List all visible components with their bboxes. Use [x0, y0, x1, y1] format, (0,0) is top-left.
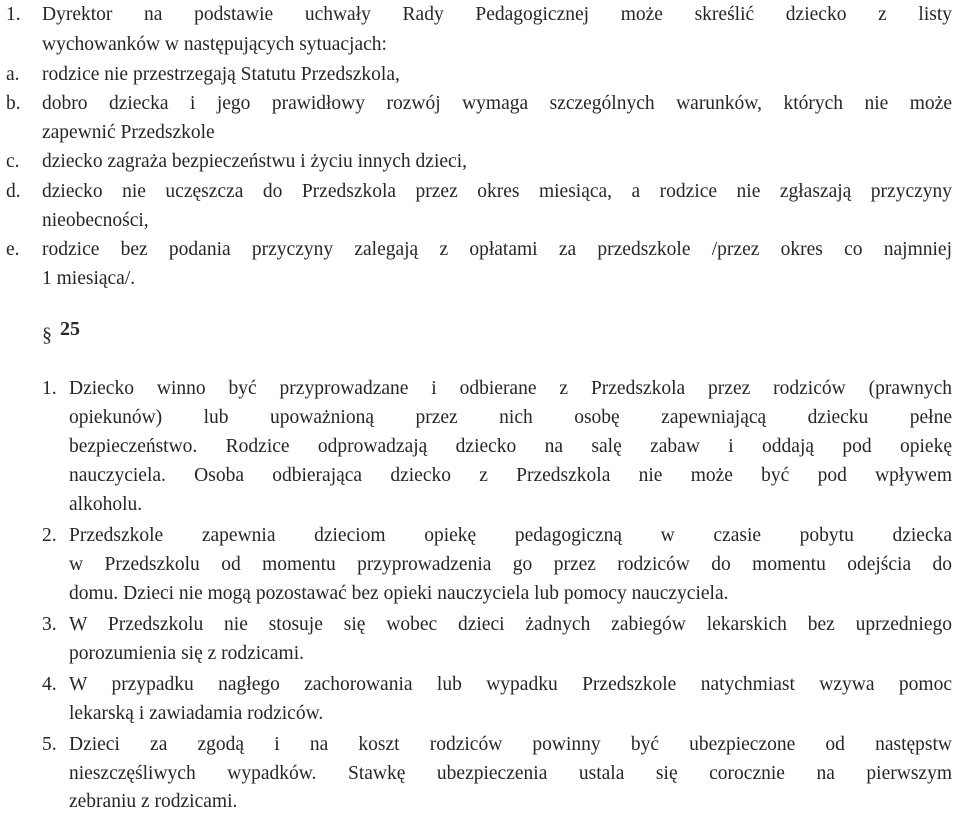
- paragraph-text-line: opiekunów) lub upoważnioną przez nich osobę zapewniającą dziecku pełne: [69, 407, 952, 428]
- paragraph-text-line: lekarską i zawiadamia rodziców.: [69, 703, 324, 724]
- subitem-label: b.: [6, 93, 21, 114]
- paragraph-text-line: domu. Dzieci nie mogą pozostawać bez opieki nauczyciela lub pomocy nauczyciela.: [69, 583, 729, 604]
- subitem-label: c.: [6, 151, 20, 172]
- paragraph-text-line: porozumienia się z rodzicami.: [69, 643, 304, 664]
- paragraph-text-line: zebraniu z rodzicami.: [69, 791, 238, 812]
- subitem-label: a.: [6, 64, 20, 85]
- subitem-text: rodzice nie przestrzegają Statutu Przedszkola,: [42, 64, 400, 85]
- subitem-text-line: dziecko nie uczęszcza do Przedszkola przez okres miesiąca, a rodzice nie zgłaszają przyczyny: [42, 181, 952, 202]
- item-text-line: wychowanków w następujących sytuacjach:: [42, 34, 387, 55]
- subitem-text-line: zapewnić Przedszkole: [42, 122, 215, 143]
- subitem-label: d.: [6, 181, 21, 202]
- paragraph-number: 1.: [42, 378, 57, 399]
- paragraph-text-line: Przedszkole zapewnia dzieciom opiekę pedagogiczną w czasie pobytu dziecka: [69, 525, 952, 546]
- item-number: 1.: [6, 4, 21, 25]
- subitem-label: e.: [6, 239, 20, 260]
- paragraph-text-line: w Przedszkolu od momentu przyprowadzenia go przez rodziców do momentu odejścia do: [69, 554, 952, 575]
- section-number: 25: [60, 318, 80, 340]
- subitem-text-line: nieobecności,: [42, 210, 149, 231]
- paragraph-text-line: Dzieci za zgodą i na koszt rodziców powinny być ubezpieczone od następstw: [69, 734, 952, 755]
- paragraph-text-line: nauczyciela. Osoba odbierająca dziecko z Przedszkola nie może być pod wpływem: [69, 465, 952, 486]
- paragraph-text-line: nieszczęśliwych wypadków. Stawkę ubezpieczenia ustala się corocznie na pierwszym: [69, 763, 952, 784]
- subitem-text-line: dobro dziecka i jego prawidłowy rozwój wymaga szczególnych warunków, których nie może: [42, 93, 952, 114]
- paragraph-text-line: W Przedszkolu nie stosuje się wobec dzieci żadnych zabiegów lekarskich bez uprzedniego: [69, 614, 952, 635]
- paragraph-number: 4.: [42, 674, 57, 695]
- paragraph-text-line: bezpieczeństwo. Rodzice odprowadzają dziecko na salę zabaw i oddają pod opiekę: [69, 436, 952, 457]
- subitem-text-line: 1 miesiąca/.: [42, 268, 136, 289]
- paragraph-number: 5.: [42, 734, 57, 755]
- paragraph-text-line: alkoholu.: [69, 494, 143, 515]
- paragraph-text-line: Dziecko winno być przyprowadzane i odbierane z Przedszkola przez rodziców (prawnych: [69, 378, 952, 399]
- section-heading: [42, 318, 80, 346]
- section-sign: §: [42, 324, 52, 346]
- paragraph-text-line: W przypadku nagłego zachorowania lub wypadku Przedszkole natychmiast wzywa pomoc: [69, 674, 952, 695]
- paragraph-number: 3.: [42, 614, 57, 635]
- subitem-text: dziecko zagraża bezpieczeństwu i życiu innych dzieci,: [42, 151, 467, 172]
- subitem-text-line: rodzice bez podania przyczyny zalegają z opłatami za przedszkole /przez okres co najmniej: [42, 239, 952, 260]
- paragraph-number: 2.: [42, 525, 57, 546]
- item-text-line: Dyrektor na podstawie uchwały Rady Pedagogicznej może skreślić dziecko z listy: [42, 4, 952, 25]
